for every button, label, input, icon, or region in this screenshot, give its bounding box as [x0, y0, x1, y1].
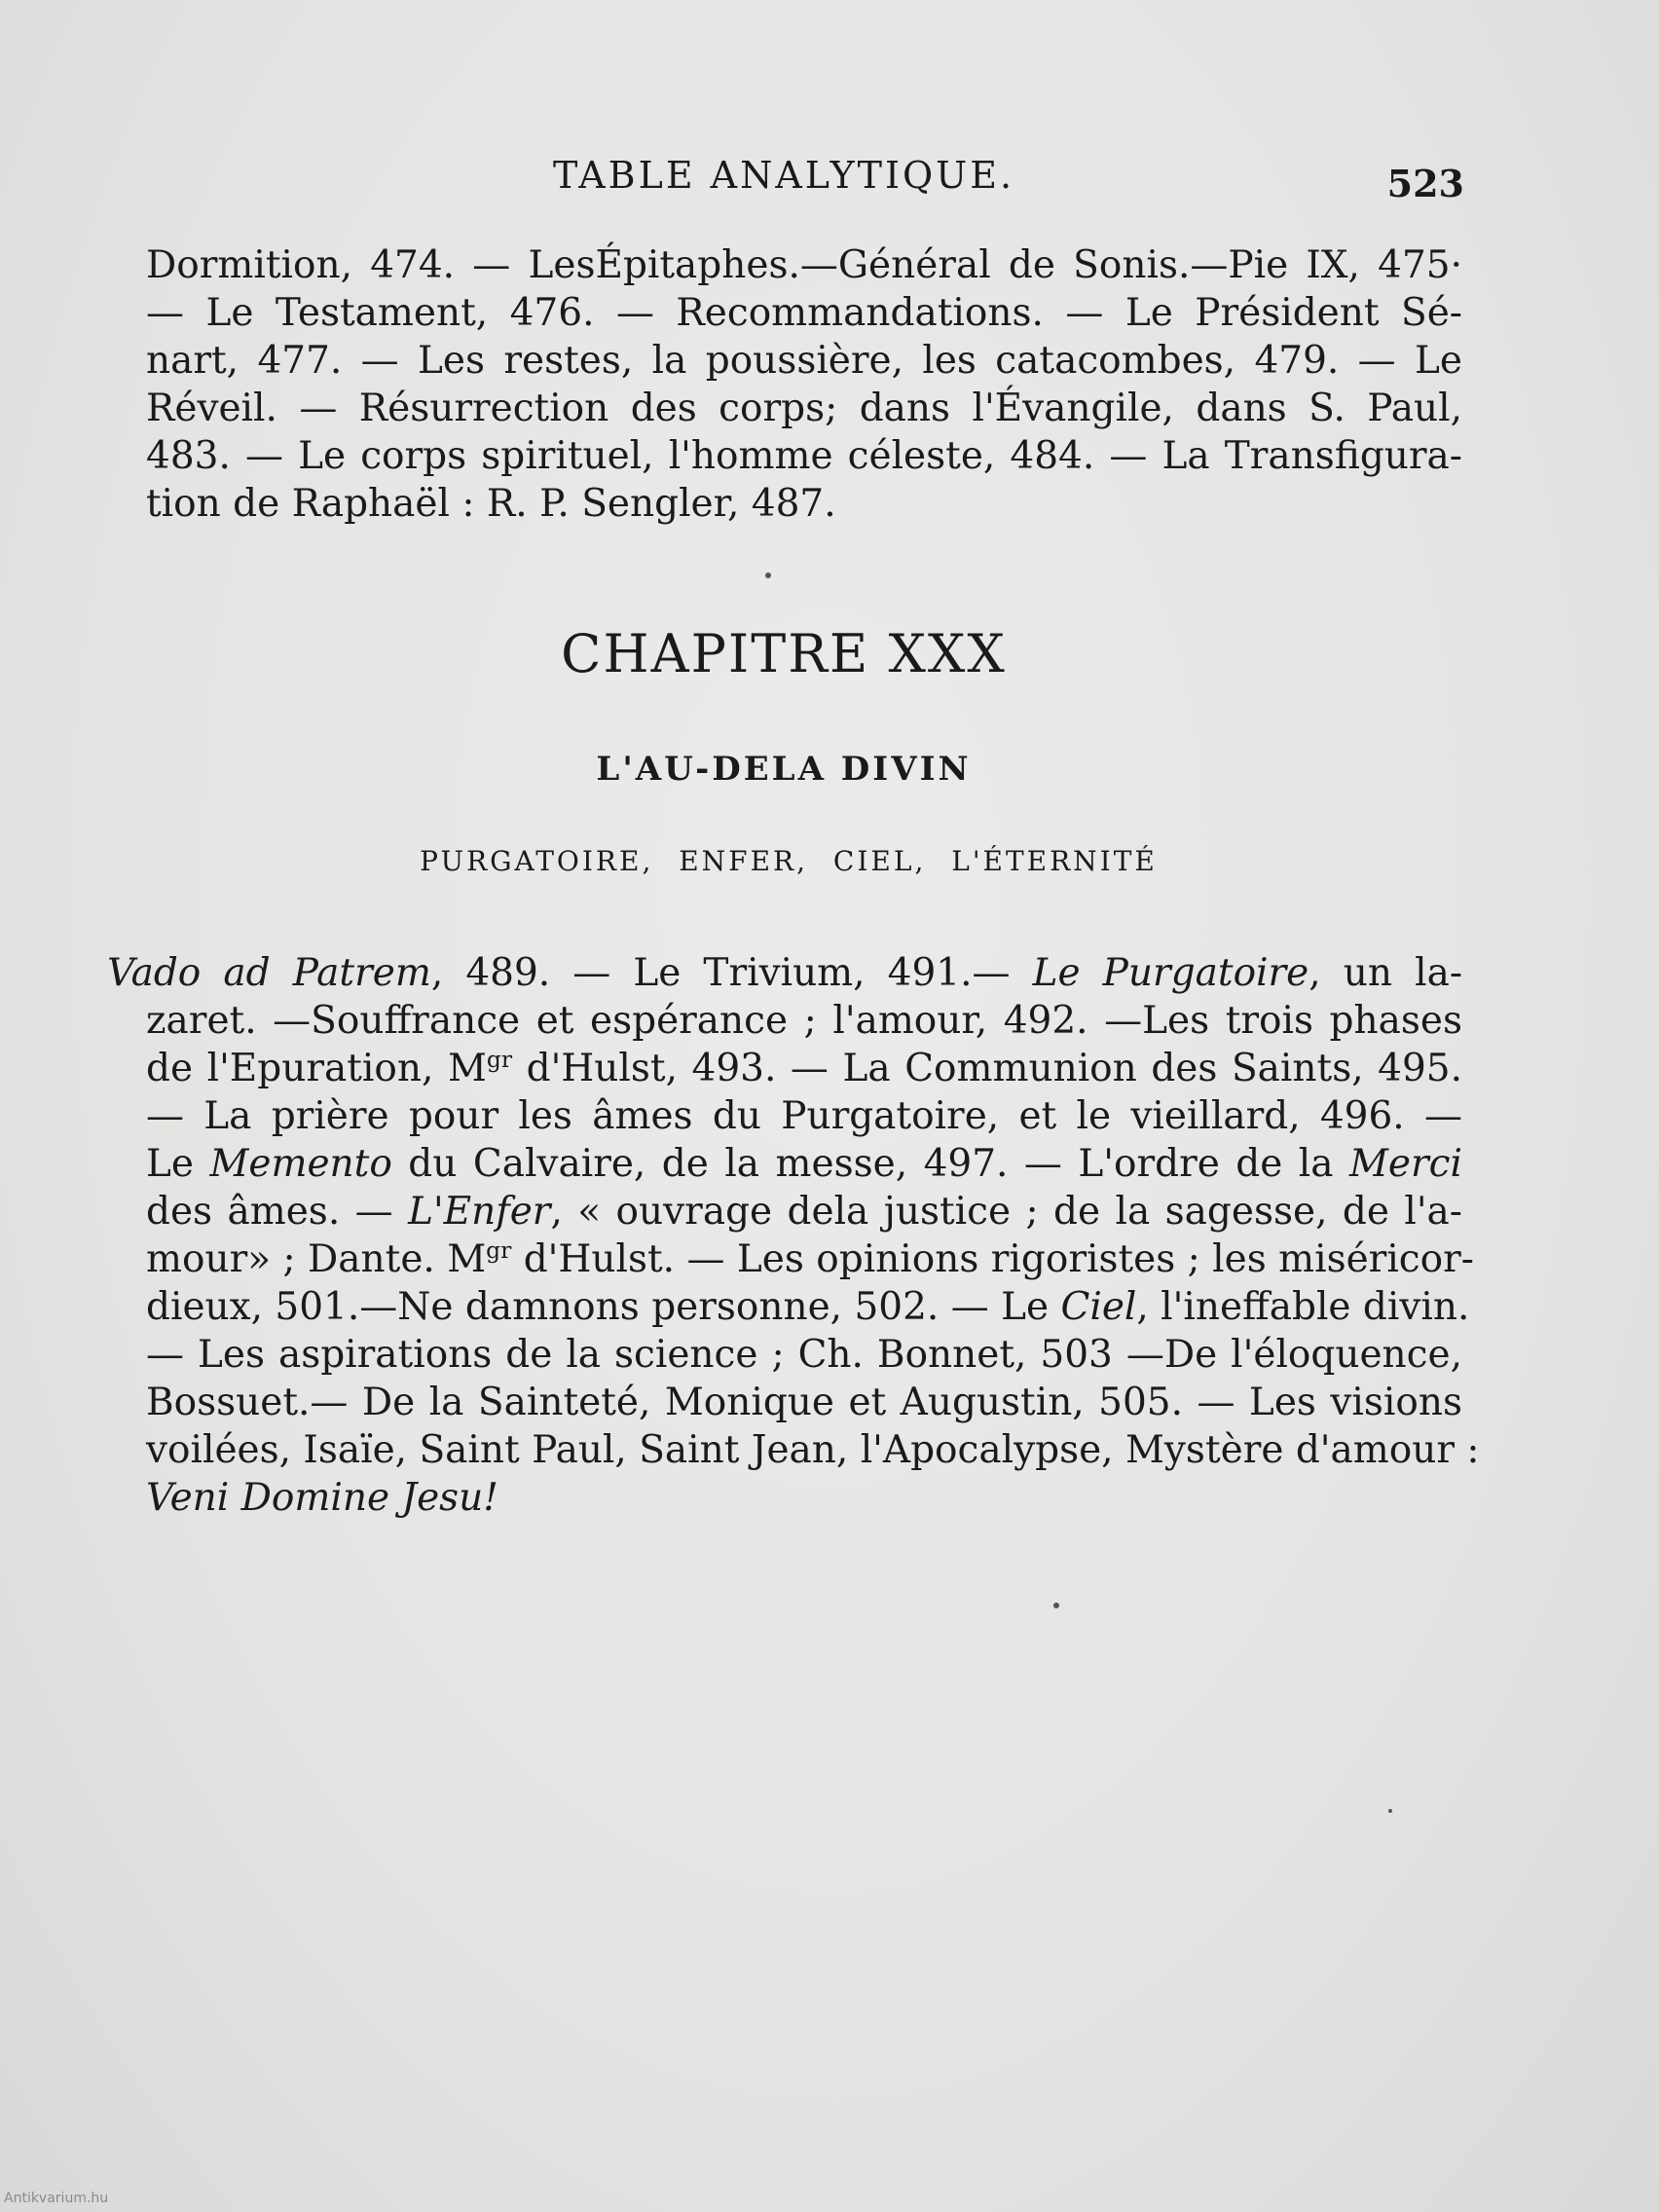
text-run: Le: [146, 1142, 210, 1186]
text-run: , « ouvrage dela justice ; de la sagesse, de l'a-: [550, 1190, 1462, 1234]
italic-term: L'Enfer: [408, 1190, 551, 1234]
text-run: , l'ineffable divin.: [1136, 1285, 1470, 1329]
running-title: TABLE ANALYTIQUE.: [552, 154, 1015, 197]
text-line: zaret. —Souffrance et espérance ; l'amour, 492. —Les trois phases: [146, 999, 1462, 1043]
text-line: Réveil. — Résurrection des corps; dans l'Évangile, dans S. Paul,: [146, 387, 1462, 430]
italic-term: Vado ad Patrem: [107, 951, 431, 995]
text-run: mour» ; Dante. M: [146, 1237, 487, 1281]
watermark: Antikvarium.hu: [4, 2191, 109, 2206]
page-number: 523: [1386, 162, 1464, 205]
chapter-summary: [107, 949, 1480, 1522]
text-run: des âmes. —: [146, 1190, 409, 1234]
text-run: d'Hulst. — Les opinions rigoristes ; les miséricor-: [511, 1237, 1474, 1281]
superscript: gr: [486, 1046, 513, 1073]
text-line: [146, 1188, 1462, 1235]
text-line: [146, 1140, 1462, 1188]
italic-term: Le Purgatoire: [1032, 951, 1309, 995]
text-run: dieux, 501.—Ne damnons personne, 502. — Le: [146, 1285, 1061, 1329]
text-line: [146, 1045, 1462, 1092]
italic-term: Merci: [1349, 1142, 1462, 1186]
ink-speck: [1388, 1809, 1392, 1813]
text-line: [107, 949, 1462, 997]
text-line: — Les aspirations de la science ; Ch. Bonnet, 503 —De l'éloquence,: [146, 1333, 1462, 1377]
text-run: du Calvaire, de la messe, 497. — L'ordre de la: [391, 1142, 1349, 1186]
superscript: gr: [486, 1236, 512, 1264]
text-line: nart, 477. — Les restes, la poussière, les catacombes, 479. — Le: [146, 339, 1462, 383]
text-run: de l'Epuration, M: [146, 1047, 487, 1090]
ink-speck: [765, 572, 771, 578]
text-line: voilées, Isaïe, Saint Paul, Saint Jean, l'Apocalypse, Mystère d'amour :: [146, 1428, 1480, 1472]
italic-term: Memento: [209, 1142, 392, 1186]
text-run: , un la-: [1309, 951, 1462, 995]
text-line: Bossuet.— De la Sainteté, Monique et Augustin, 505. — Les visions: [146, 1381, 1462, 1424]
text-run: d'Hulst, 493. — La Communion des Saints, 495.: [512, 1047, 1462, 1090]
text-line: — La prière pour les âmes du Purgatoire, et le vieillard, 496. —: [146, 1094, 1462, 1138]
previous-chapter-summary: [146, 241, 1462, 528]
chapter-subtitle: PURGATOIRE, ENFER, CIEL, L'ÉTERNITÉ: [420, 845, 1158, 877]
text-line: [146, 1283, 1470, 1331]
chapter-heading: CHAPITRE XXX: [561, 623, 1007, 684]
running-head: [0, 146, 1659, 204]
text-line: Dormition, 474. — LesÉpitaphes.—Général de Sonis.—Pie IX, 475·: [146, 243, 1462, 287]
text-line: 483. — Le corps spirituel, l'homme céleste, 484. — La Transfigura-: [146, 434, 1462, 478]
text-run: , 489. — Le Trivium, 491.—: [430, 951, 1033, 995]
text-line: — Le Testament, 476. — Recommandations. — Le Président Sé-: [146, 291, 1462, 335]
text-line: Veni Domine Jesu!: [146, 1476, 498, 1520]
text-line: tion de Raphaël : R. P. Sengler, 487.: [146, 482, 836, 526]
italic-term: Ciel: [1060, 1285, 1137, 1329]
ink-speck: [1053, 1603, 1059, 1608]
text-line: [146, 1235, 1474, 1283]
chapter-title: L'AU-DELA DIVIN: [596, 750, 972, 789]
